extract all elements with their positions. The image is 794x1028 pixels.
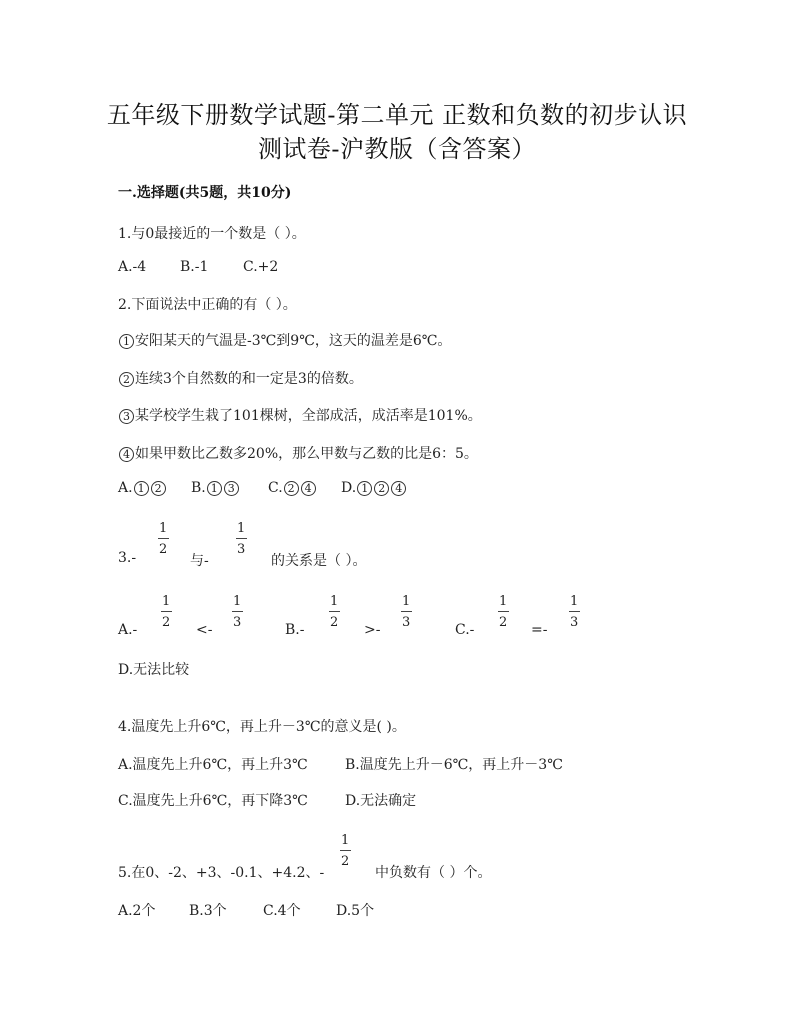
q5-option-d[interactable]: D.5个 [336, 903, 375, 919]
fraction [400, 595, 412, 629]
q2-statement-3 [118, 405, 482, 425]
statement-text: 某学校学生栽了101棵树，全部成活，成活率是101%。 [135, 408, 482, 424]
q2-option-a[interactable] [118, 480, 167, 496]
fraction-denominator: 3 [237, 542, 246, 557]
statement-text: 如果甲数比乙数多20%，那么甲数与乙数的比是6：5。 [135, 446, 478, 462]
q5-option-a[interactable]: A.2个 [118, 903, 156, 919]
question-4-stem: 4.温度先上升6℃，再上升－3℃的意义是( )。 [118, 719, 406, 735]
fraction [160, 595, 172, 629]
q2-statement-4 [118, 443, 478, 463]
q3-option-d[interactable]: D.无法比较 [118, 662, 190, 678]
fraction [157, 522, 169, 556]
option-letter: A. [118, 480, 133, 496]
circled-number: 4 [391, 481, 406, 496]
fraction-numerator: 1 [162, 594, 171, 609]
fraction-numerator: 1 [159, 521, 168, 536]
q3-option-b[interactable]: B.- [285, 622, 305, 638]
circled-number: 3 [119, 409, 134, 424]
fraction-denominator: 2 [162, 615, 171, 630]
question-2-stem: 2.下面说法中正确的有（ ）。 [118, 297, 297, 313]
q4-option-d[interactable]: D.无法确定 [345, 793, 417, 809]
page-title-line2: 测试卷-沪教版（含答案） [257, 135, 537, 163]
circled-number: 1 [134, 481, 149, 496]
circled-number: 1 [357, 481, 372, 496]
q3-option-c-operator: =- [531, 622, 548, 638]
q3-mid: 与- [190, 553, 209, 569]
q1-option-c[interactable]: C.+2 [243, 259, 279, 275]
q2-option-d[interactable] [341, 480, 407, 496]
fraction [328, 595, 340, 629]
option-letter: C. [268, 480, 283, 496]
q5-option-b[interactable]: B.3个 [189, 903, 227, 919]
q4-option-c[interactable]: C.温度先上升6℃，再下降3℃ [118, 793, 308, 809]
circled-number: 2 [119, 372, 134, 387]
statement-text: 安阳某天的气温是-3℃到9℃，这天的温差是6℃。 [135, 333, 452, 349]
q2-statement-1 [118, 330, 451, 350]
fraction-numerator: 1 [570, 594, 579, 609]
q2-option-b[interactable] [191, 480, 240, 496]
q2-statement-2 [118, 368, 363, 388]
option-letter: D. [341, 480, 357, 496]
q5-option-c[interactable]: C.4个 [263, 903, 301, 919]
circled-number: 2 [374, 481, 389, 496]
q4-option-b[interactable]: B.温度先上升－6℃，再上升－3℃ [345, 757, 563, 773]
circled-number: 1 [207, 481, 222, 496]
fraction-numerator: 1 [237, 521, 246, 536]
q1-option-a[interactable]: A.-4 [118, 259, 147, 275]
fraction-denominator: 3 [402, 615, 411, 630]
fraction-denominator: 2 [341, 854, 350, 869]
q3-option-a[interactable]: A.- [118, 622, 138, 638]
q5-prefix: 5.在0、-2、+3、-0.1、+4.2、- [118, 865, 325, 881]
fraction-numerator: 1 [402, 594, 411, 609]
page-title-line1: 五年级下册数学试题-第二单元 正数和负数的初步认识 [106, 101, 688, 129]
q3-option-c[interactable]: C.- [455, 622, 475, 638]
fraction-denominator: 2 [330, 615, 339, 630]
question-1-stem: 1.与0最接近的一个数是（ ）。 [118, 226, 306, 242]
circled-number: 1 [119, 334, 134, 349]
fraction-denominator: 2 [499, 615, 508, 630]
circled-number: 4 [119, 447, 134, 462]
fraction [235, 522, 247, 556]
fraction [497, 595, 509, 629]
q1-option-b[interactable]: B.-1 [180, 259, 209, 275]
fraction-numerator: 1 [341, 833, 350, 848]
q3-option-b-operator: >- [364, 622, 381, 638]
fraction-denominator: 3 [233, 615, 242, 630]
fraction [568, 595, 580, 629]
fraction-numerator: 1 [233, 594, 242, 609]
q5-suffix: 中负数有（ ）个。 [375, 865, 492, 881]
circled-number: 4 [301, 481, 316, 496]
q4-option-a[interactable]: A.温度先上升6℃，再上升3℃ [118, 757, 308, 773]
fraction-numerator: 1 [499, 594, 508, 609]
circled-number: 3 [224, 481, 239, 496]
q3-prefix: 3.- [118, 550, 137, 566]
section-heading: 一.选择题(共5题，共10分) [118, 185, 292, 201]
q3-suffix: 的关系是（ ）。 [271, 553, 367, 569]
circled-number: 2 [284, 481, 299, 496]
fraction-denominator: 3 [570, 615, 579, 630]
fraction-denominator: 2 [159, 542, 168, 557]
q2-option-c[interactable] [268, 480, 317, 496]
option-letter: B. [191, 480, 206, 496]
fraction-numerator: 1 [330, 594, 339, 609]
statement-text: 连续3个自然数的和一定是3的倍数。 [135, 371, 363, 387]
q3-option-a-operator: <- [196, 622, 213, 638]
fraction [339, 834, 351, 868]
circled-number: 2 [151, 481, 166, 496]
fraction [231, 595, 243, 629]
